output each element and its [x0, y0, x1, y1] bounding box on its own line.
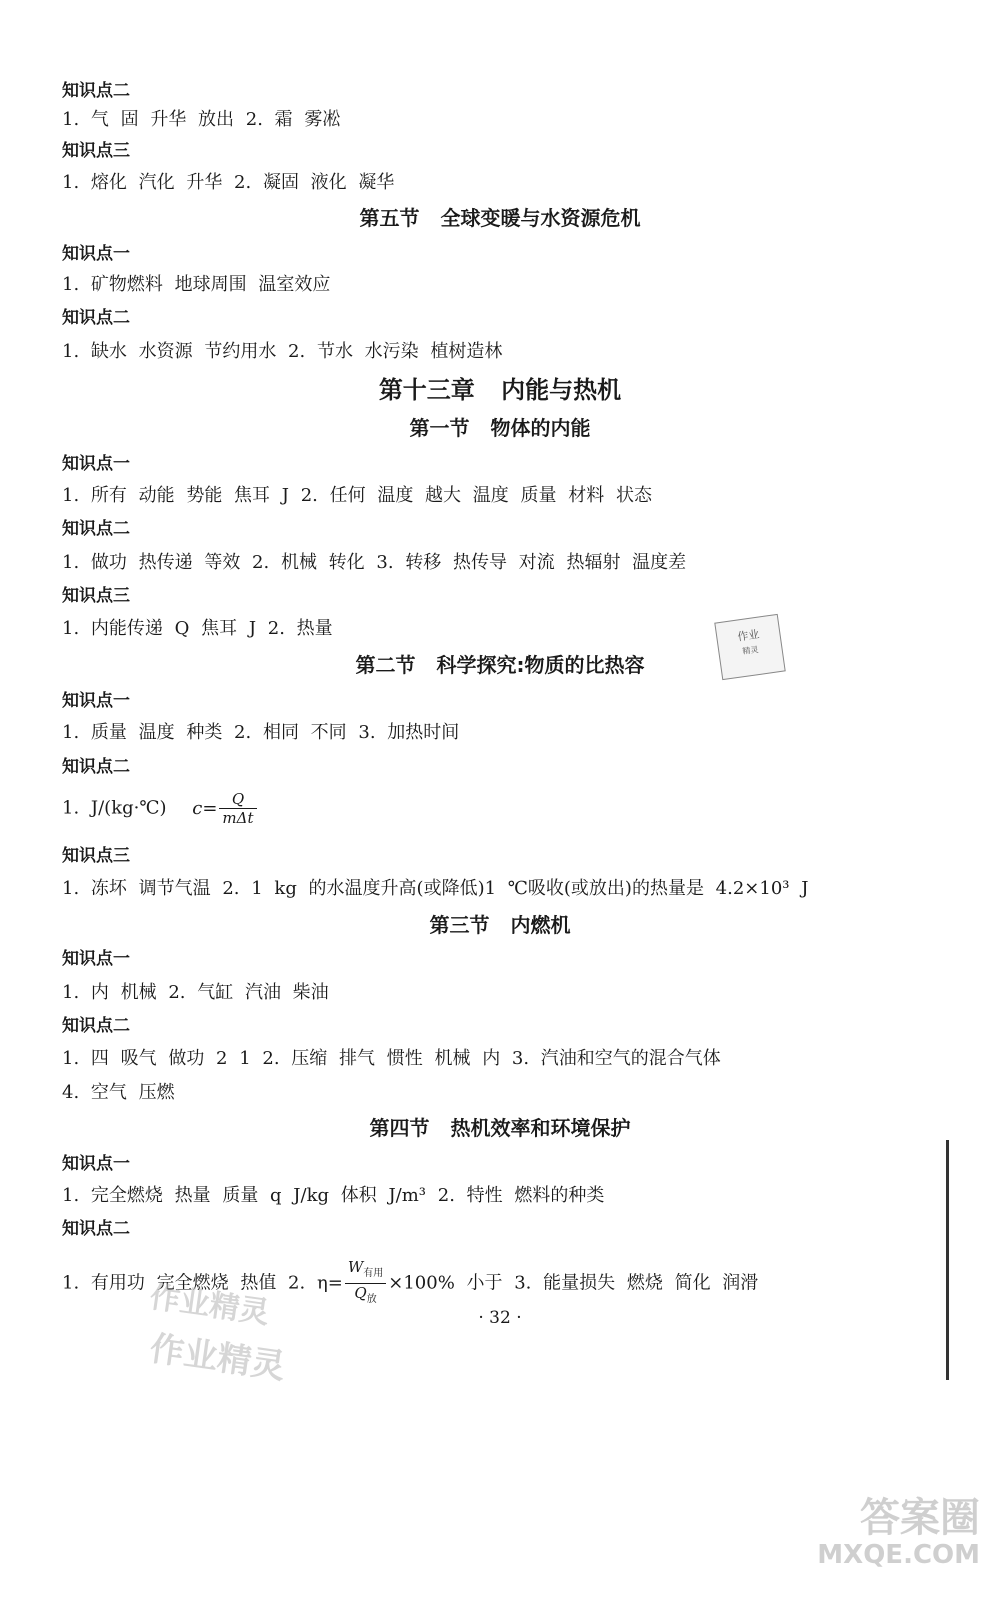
- section-label: 知识点三: [62, 141, 130, 161]
- fraction: [219, 790, 256, 827]
- corner-logo: [817, 1496, 980, 1570]
- section-heading: 第三节 内燃机: [429, 913, 571, 937]
- section-label: 知识点二: [62, 1219, 130, 1239]
- answer-line: 1. 所有 动能 势能 焦耳 J 2. 任何 温度 越大 温度 质量 材料 状态: [62, 485, 652, 506]
- section-label: 知识点二: [62, 1016, 130, 1036]
- corner-logo-line-2: MXQE.COM: [817, 1540, 980, 1570]
- answer-line: 1. 冻坏 调节气温 2. 1 kg 的水温度升高(或降低)1 ℃吸收(或放出)的热量是 4.2×10³ J: [62, 878, 809, 899]
- page-number: · 32 ·: [478, 1308, 522, 1328]
- efficiency-fraction: [345, 1258, 386, 1309]
- answer-line: 1. 做功 热传递 等效 2. 机械 转化 3. 转移 热传导 对流 热辐射 温度差: [62, 552, 687, 573]
- section-heading: 第四节 热机效率和环境保护: [369, 1116, 631, 1140]
- formula-lhs: c=: [192, 797, 218, 819]
- section-label: 知识点二: [62, 757, 130, 777]
- stamp-line-2: 精灵: [741, 644, 760, 657]
- answer-line: 1. 内 机械 2. 气缸 汽油 柴油: [62, 982, 329, 1003]
- answer-line: 1. 质量 温度 种类 2. 相同 不同 3. 加热时间: [62, 722, 460, 743]
- section-label: 知识点三: [62, 846, 130, 866]
- section-label: 知识点一: [62, 1154, 130, 1174]
- section-label: 知识点一: [62, 691, 130, 711]
- answer-line: 1. 四 吸气 做功 2 1 2. 压缩 排气 惯性 机械 内 3. 汽油和空气的混合气体: [62, 1048, 721, 1069]
- section-label: 知识点二: [62, 81, 130, 101]
- section-heading: 第一节 物体的内能: [409, 416, 591, 440]
- answer-line-formula: [62, 790, 259, 827]
- section-label: 知识点一: [62, 949, 130, 969]
- answer-text: 1. 有用功 完全燃烧 热值 2. η=: [62, 1272, 343, 1294]
- fraction-numerator: Q: [219, 790, 256, 809]
- answer-text: ×100% 小于 3. 能量损失 燃烧 简化 润滑: [388, 1272, 759, 1294]
- section-label: 知识点三: [62, 586, 130, 606]
- chapter-heading: 第十三章 内能与热机: [378, 376, 622, 404]
- answer-line: 1. 矿物燃料 地球周围 温室效应: [62, 274, 331, 295]
- corner-logo-line-1: 答案圈: [860, 1495, 980, 1541]
- answer-line: 1. 完全燃烧 热量 质量 q J/kg 体积 J/m³ 2. 特性 燃料的种类: [62, 1185, 605, 1206]
- watermark: 作业精灵: [147, 1328, 288, 1388]
- stamp-line-1: 作业: [736, 627, 761, 644]
- answer-line: 1. 气 固 升华 放出 2. 霜 雾凇: [62, 109, 341, 130]
- fraction-denominator: mΔt: [222, 809, 254, 827]
- page-edge-rule: [946, 1140, 949, 1380]
- section-label: 知识点一: [62, 244, 130, 264]
- fraction-denominator: $Q_放$: [354, 1284, 377, 1305]
- section-label: 知识点二: [62, 308, 130, 328]
- section-heading: 第二节 科学探究:物质的比热容: [355, 653, 645, 677]
- unit-text: 1. J/(kg·℃): [62, 797, 167, 819]
- section-heading: 第五节 全球变暖与水资源危机: [359, 206, 641, 230]
- answer-line: 1. 内能传递 Q 焦耳 J 2. 热量: [62, 618, 333, 639]
- section-label: 知识点二: [62, 519, 130, 539]
- answer-line: 4. 空气 压燃: [62, 1082, 175, 1103]
- answer-line: 1. 熔化 汽化 升华 2. 凝固 液化 凝华: [62, 172, 395, 193]
- section-label: 知识点一: [62, 454, 130, 474]
- fraction-numerator: $W_{有用}$: [345, 1258, 386, 1284]
- answer-line: 1. 缺水 水资源 节约用水 2. 节水 水污染 植树造林: [62, 341, 503, 362]
- watermark: 作业精灵: [147, 1279, 272, 1332]
